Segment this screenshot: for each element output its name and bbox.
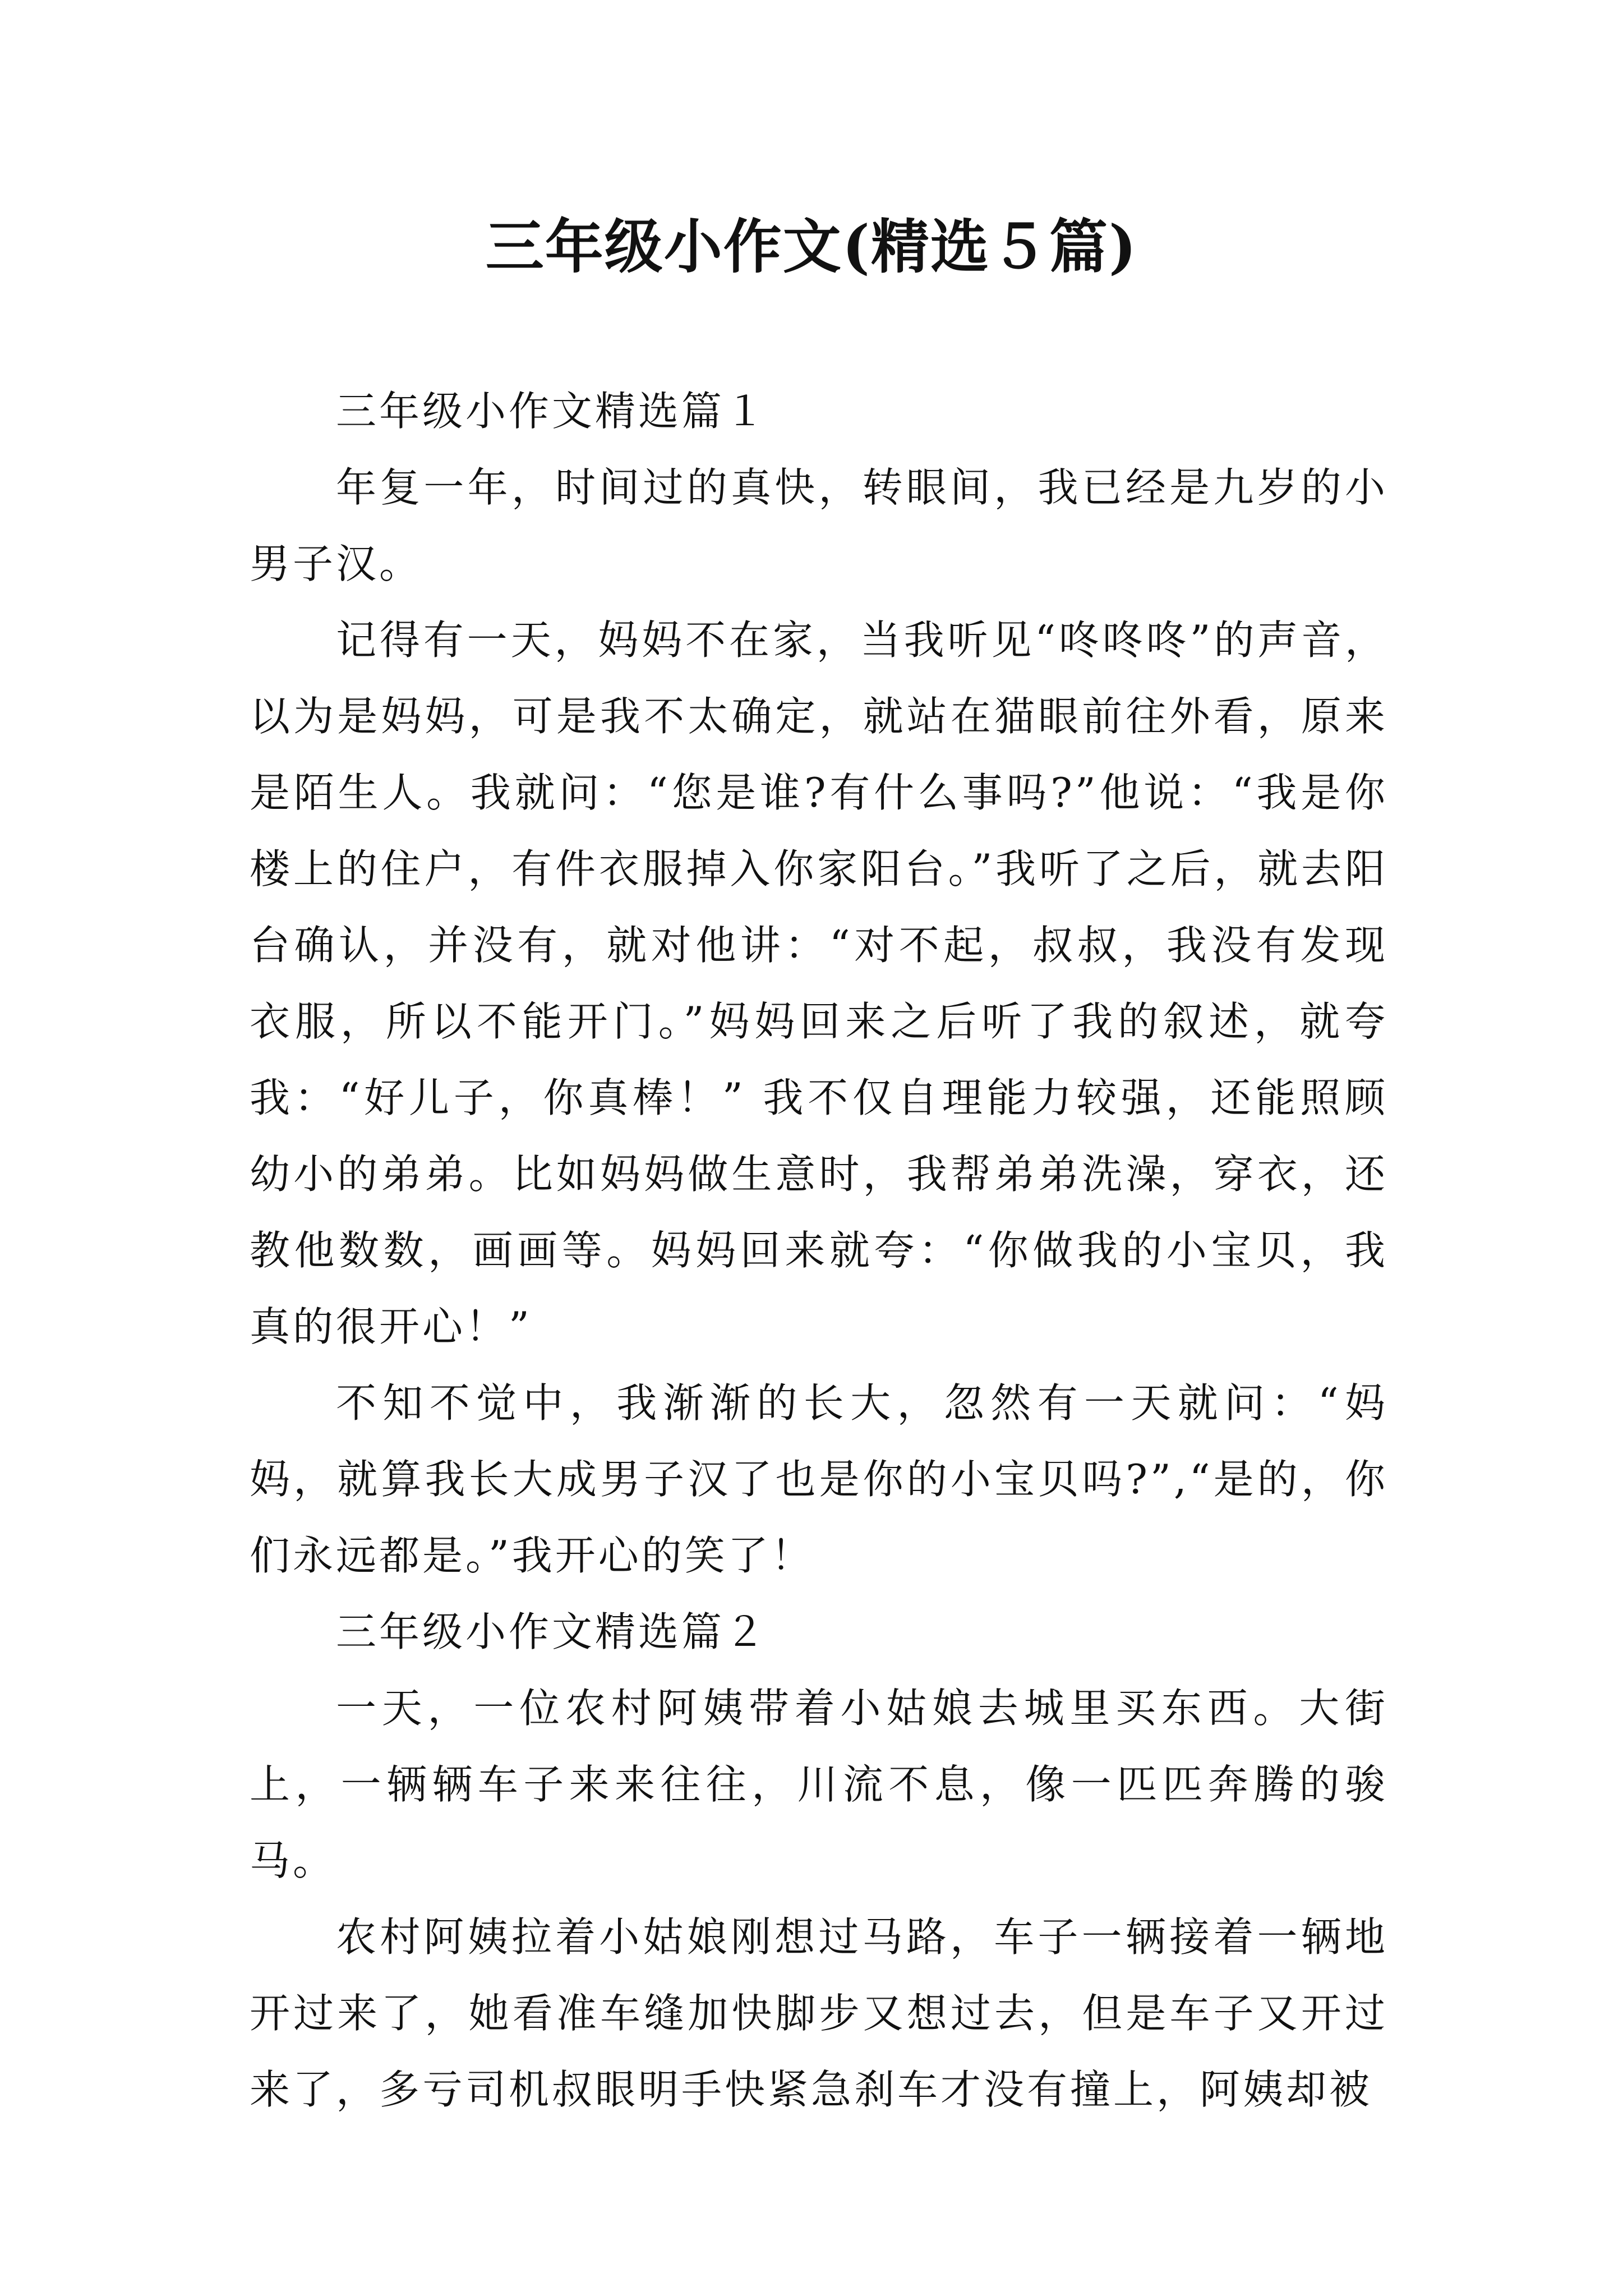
section-heading-2: 三年级小作文精选篇２: [336, 1608, 768, 1655]
document-title: 三年级小作文(精选５篇): [485, 212, 1138, 281]
paragraph: 农村阿姨拉着小姑娘刚想过马路，车子一辆接着一辆地开过来了，她看准车缝加快脚步又想过去，但是车子又开过来了，多亏司机叔眼明手快紧急刹车才没有撞上，阿姨却被: [250, 1913, 1388, 2113]
paragraph: 一天，一位农村阿姨带着小姑娘去城里买东西。大街上，一辆辆车子来来往往，川流不息，像一匹匹奔腾的骏马。: [250, 1685, 1388, 1884]
paragraph: 不知不觉中，我渐渐的长大，忽然有一天就问：“妈妈，就算我长大成男子汉了也是你的小宝贝吗?”,“是的，你们永远都是。”我开心的笑了！: [250, 1379, 1388, 1579]
document-body: [250, 373, 1388, 2128]
paragraph: 年复一年，时间过的真快，转眼间，我已经是九岁的小男子汉。: [250, 464, 1388, 587]
paragraph: 记得有一天，妈妈不在家，当我听见“咚咚咚”的声音，以为是妈妈，可是我不太确定，就站在猫眼前往外看，原来是陌生人。我就问：“您是谁?有什么事吗?”他说：“我是你楼上的住户，有件衣服掉入你家阳台。”我听了之后，就去阳台确认，并没有，就对他讲：“对不起，叔叔，我没有发现衣服，所以不能开门。”妈妈回来之后听了我的叙述，就夸我：“好儿子，你真棒！” 我不仅自理能力较强，还能照顾幼小的弟弟。比如妈妈做生意时，我帮弟弟洗澡，穿衣，还教他数数，画画等。妈妈回来就夸：“你做我的小宝贝，我真的很开心！”: [250, 616, 1388, 1350]
section-heading-1: 三年级小作文精选篇１: [336, 388, 768, 435]
